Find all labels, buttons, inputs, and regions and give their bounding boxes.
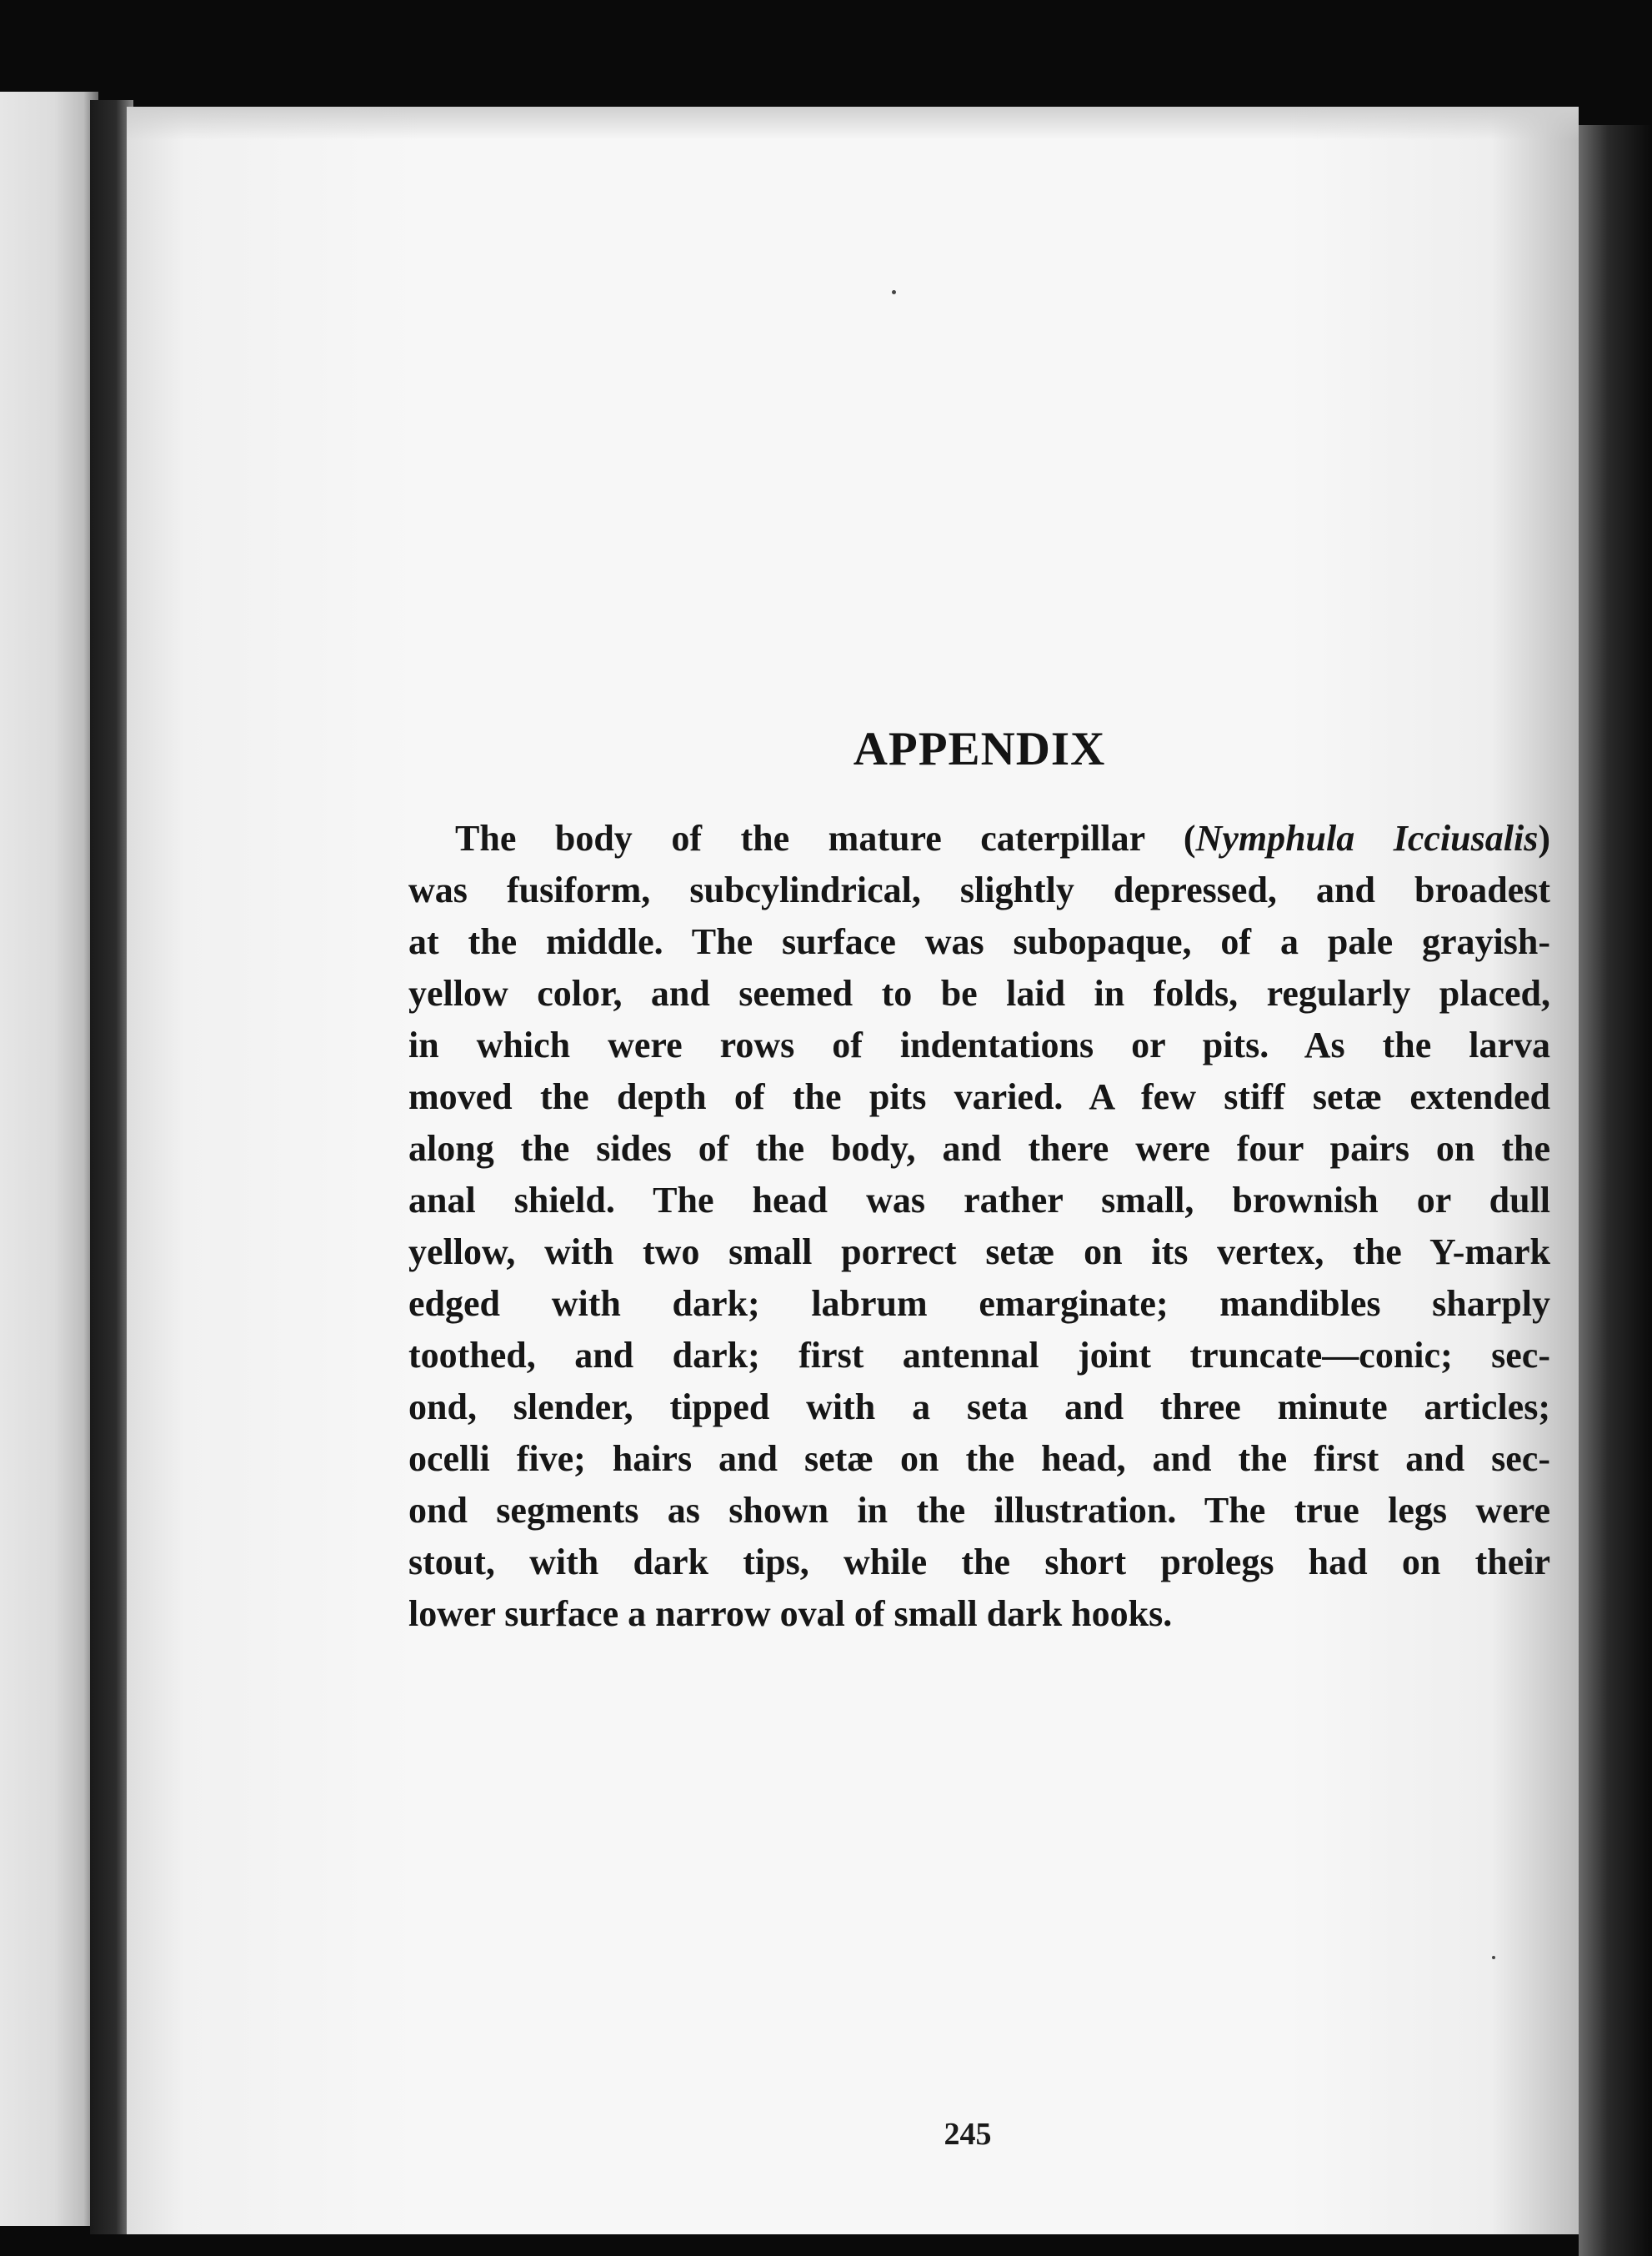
page-top-shadow: [127, 107, 1579, 140]
text-line: lower surface a narrow oval of small dark hooks.: [408, 1593, 1173, 1634]
text-line: at the middle. The surface was subopaque, of a pale grayish-: [408, 921, 1550, 962]
text-line: in which were rows of indentations or pits. As the larva: [408, 1025, 1550, 1065]
species-name: Nymphula Icciusalis: [1195, 818, 1539, 859]
text-line: edged with dark; labrum emarginate; mandibles sharply: [408, 1283, 1550, 1324]
text-line: was fusiform, subcylindrical, slightly depressed, and broadest: [408, 870, 1550, 910]
paper-speck: [892, 290, 896, 294]
text-line: [408, 813, 1550, 865]
facing-page-edge: [0, 92, 98, 2226]
page-number: 245: [944, 2117, 992, 2152]
text-line-part: ): [1538, 818, 1550, 859]
text-line: yellow, with two small porrect setæ on its vertex, the Y-mark: [408, 1231, 1550, 1272]
text-line: ond segments as shown in the illustration. The true legs were: [408, 1490, 1550, 1531]
text-line: ond, slender, tipped with a seta and three minute articles;: [408, 1386, 1550, 1427]
text-line-part: The body of the mature caterpillar (: [455, 818, 1196, 859]
text-line: ocelli five; hairs and setæ on the head, and the first and sec-: [408, 1438, 1550, 1479]
book-page: [127, 107, 1579, 2234]
text-line: anal shield. The head was rather small, brownish or dull: [408, 1180, 1550, 1221]
page-title: APPENDIX: [853, 723, 1106, 775]
text-line: stout, with dark tips, while the short prolegs had on their: [408, 1542, 1550, 1582]
appendix-paragraph: [408, 813, 1550, 1640]
text-line: toothed, and dark; first antennal joint truncate—conic; sec-: [408, 1335, 1550, 1376]
paper-speck: [1492, 1956, 1495, 1959]
page-right-edge-shadow: [1579, 125, 1652, 2256]
text-line: yellow color, and seemed to be laid in folds, regularly placed,: [408, 973, 1550, 1014]
text-line: moved the depth of the pits varied. A few stiff setæ extended: [408, 1076, 1550, 1117]
text-line: along the sides of the body, and there were four pairs on the: [408, 1128, 1550, 1169]
